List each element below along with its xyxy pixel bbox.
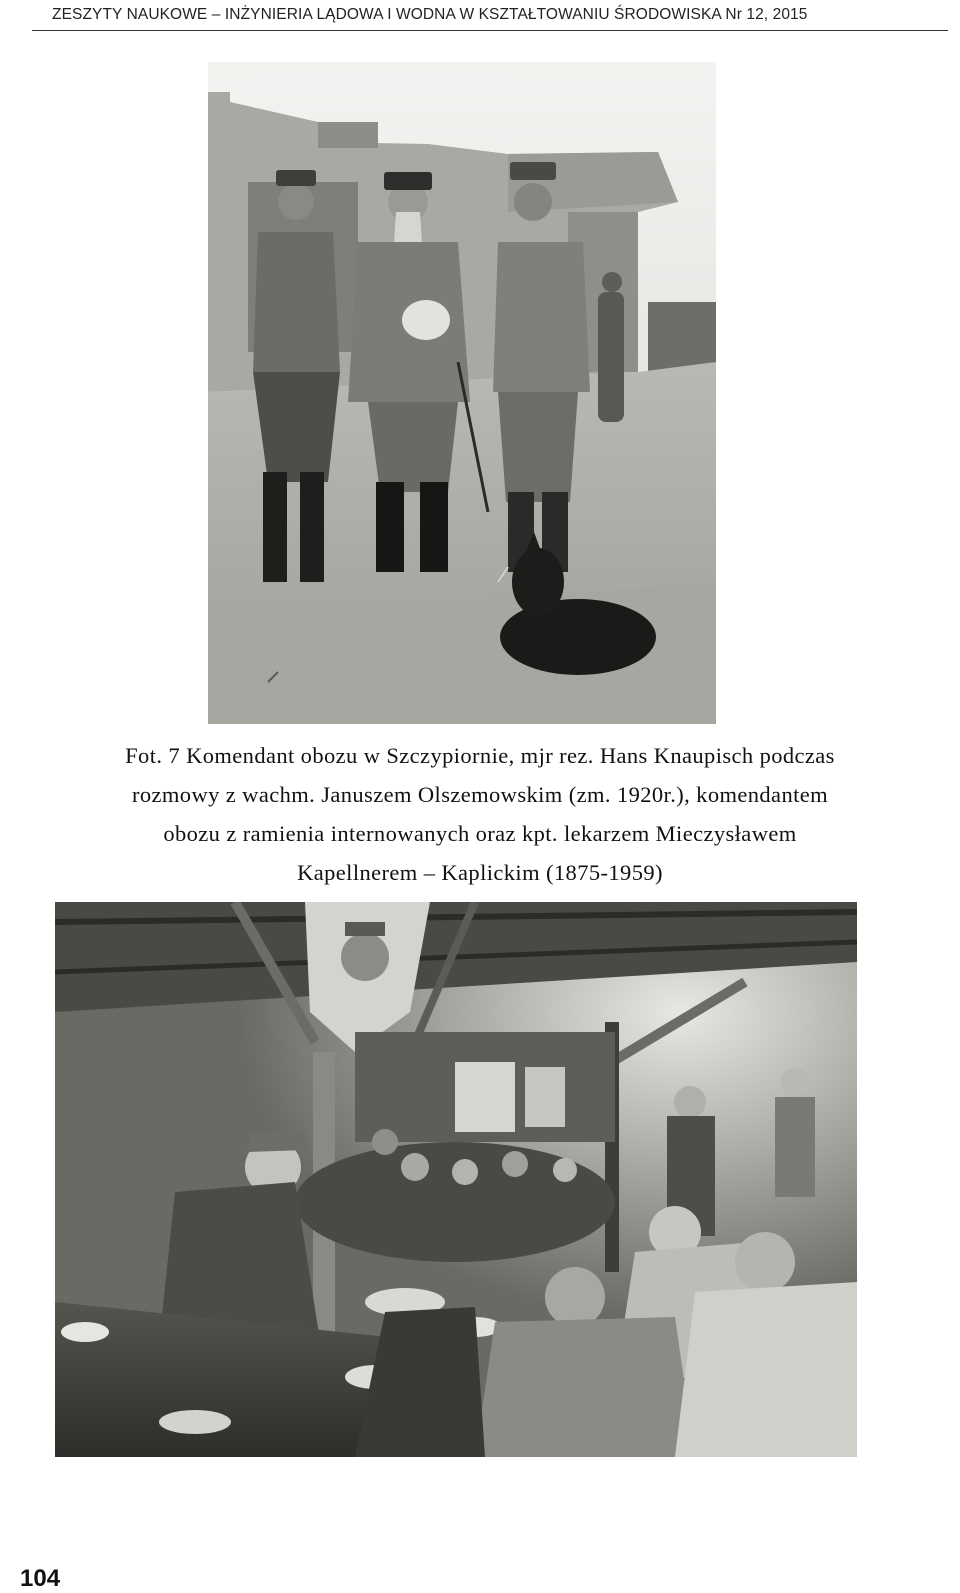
photograph-icon [55, 902, 857, 1457]
running-header: ZESZYTY NAUKOWE – INŻYNIERIA LĄDOWA I WODNA W KSZTAŁTOWANIU ŚRODOWISKA Nr 12, 2015 [52, 6, 808, 23]
photograph-icon [208, 62, 716, 724]
figure-7-caption [20, 736, 940, 892]
photo-barracks-interior [55, 902, 857, 1457]
page-number: 104 [20, 1565, 61, 1592]
photo-camp-commandant [208, 62, 716, 724]
caption-line: Fot. 7 Komendant obozu w Szczypiornie, mjr rez. Hans Knaupisch podczas [125, 743, 835, 768]
caption-line: Kapellnerem – Kaplickim (1875-1959) [297, 860, 663, 885]
caption-line: obozu z ramienia internowanych oraz kpt. lekarzem Mieczysławem [163, 821, 797, 846]
caption-line: rozmowy z wachm. Januszem Olszemowskim (zm. 1920r.), komendantem [131, 782, 829, 807]
header-rule [32, 30, 948, 31]
